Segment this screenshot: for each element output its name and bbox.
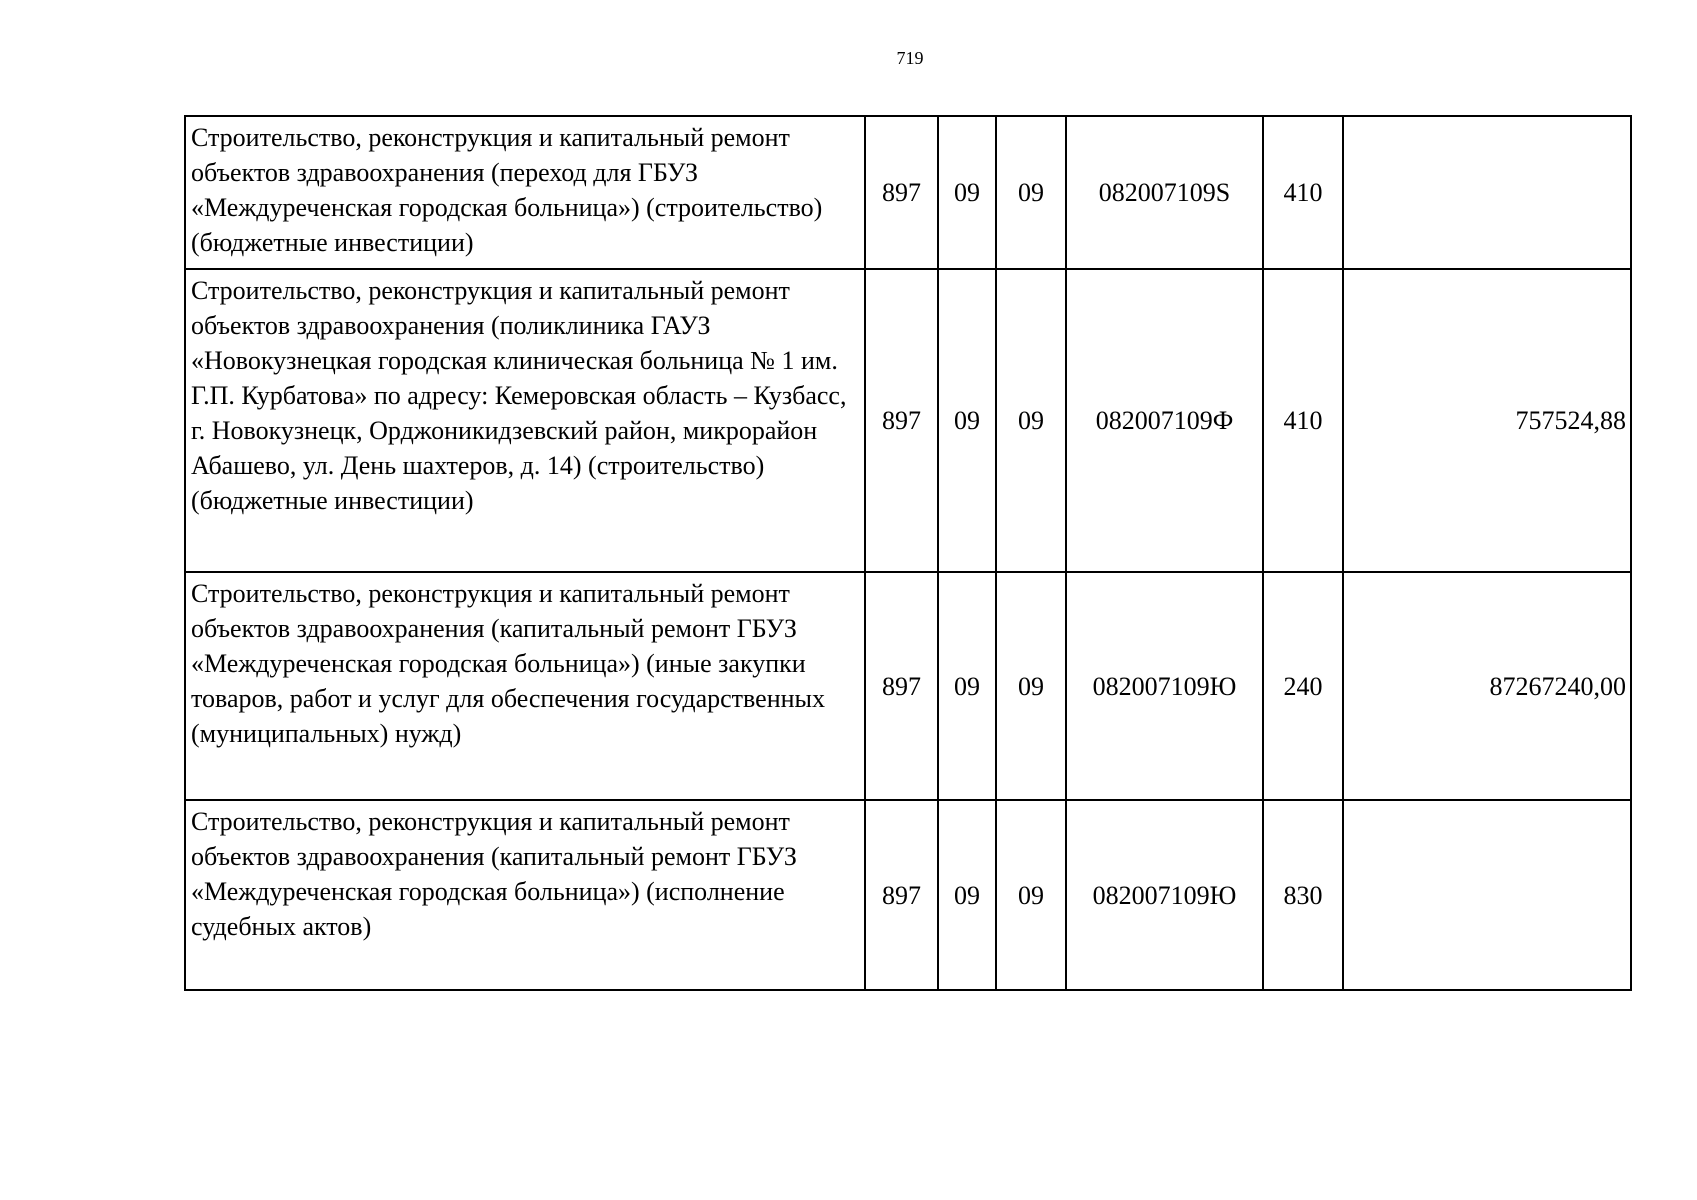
expense-type-code: 410 <box>1263 269 1343 572</box>
target-article-code: 082007109S <box>1066 116 1263 269</box>
row-description: Строительство, реконструкция и капитальный ремонт объектов здравоохранения (поликлиника ГАУЗ «Новокузнецкая городская клиническая больница № 1 им. Г.П. Курбатова» по адресу: Кемеровская область – Кузбасс, г. Новокузнецк, Орджоникидзевский район, микрорайон Абашево, ул. День шахтеров, д. 14) (строительство) (бюджетные инвестиции) <box>185 269 865 572</box>
table-row <box>185 572 1631 800</box>
target-article-code: 082007109Ю <box>1066 572 1263 800</box>
subsection-code: 09 <box>996 269 1066 572</box>
page-number: 719 <box>896 48 924 68</box>
amount <box>1343 800 1631 990</box>
amount: 757524,88 <box>1343 269 1631 572</box>
ministry-code: 897 <box>865 572 938 800</box>
section-code: 09 <box>938 800 996 990</box>
ministry-code: 897 <box>865 116 938 269</box>
row-description: Строительство, реконструкция и капитальный ремонт объектов здравоохранения (капитальный ремонт ГБУЗ «Междуреченская городская больница») (иные закупки товаров, работ и услуг для обеспечения государственных (муниципальных) нужд) <box>185 572 865 800</box>
table-row <box>185 800 1631 990</box>
target-article-code: 082007109Ф <box>1066 269 1263 572</box>
expense-type-code: 830 <box>1263 800 1343 990</box>
section-code: 09 <box>938 116 996 269</box>
table-row <box>185 269 1631 572</box>
section-code: 09 <box>938 269 996 572</box>
section-code: 09 <box>938 572 996 800</box>
amount: 87267240,00 <box>1343 572 1631 800</box>
subsection-code: 09 <box>996 800 1066 990</box>
ministry-code: 897 <box>865 800 938 990</box>
row-description: Строительство, реконструкция и капитальный ремонт объектов здравоохранения (переход для ГБУЗ «Междуреченская городская больница») (строительство) (бюджетные инвестиции) <box>185 116 865 269</box>
table-row <box>185 116 1631 269</box>
subsection-code: 09 <box>996 572 1066 800</box>
row-description: Строительство, реконструкция и капитальный ремонт объектов здравоохранения (капитальный ремонт ГБУЗ «Междуреченская городская больница») (исполнение судебных актов) <box>185 800 865 990</box>
budget-table <box>184 115 1632 991</box>
expense-type-code: 410 <box>1263 116 1343 269</box>
target-article-code: 082007109Ю <box>1066 800 1263 990</box>
expense-type-code: 240 <box>1263 572 1343 800</box>
ministry-code: 897 <box>865 269 938 572</box>
amount <box>1343 116 1631 269</box>
subsection-code: 09 <box>996 116 1066 269</box>
